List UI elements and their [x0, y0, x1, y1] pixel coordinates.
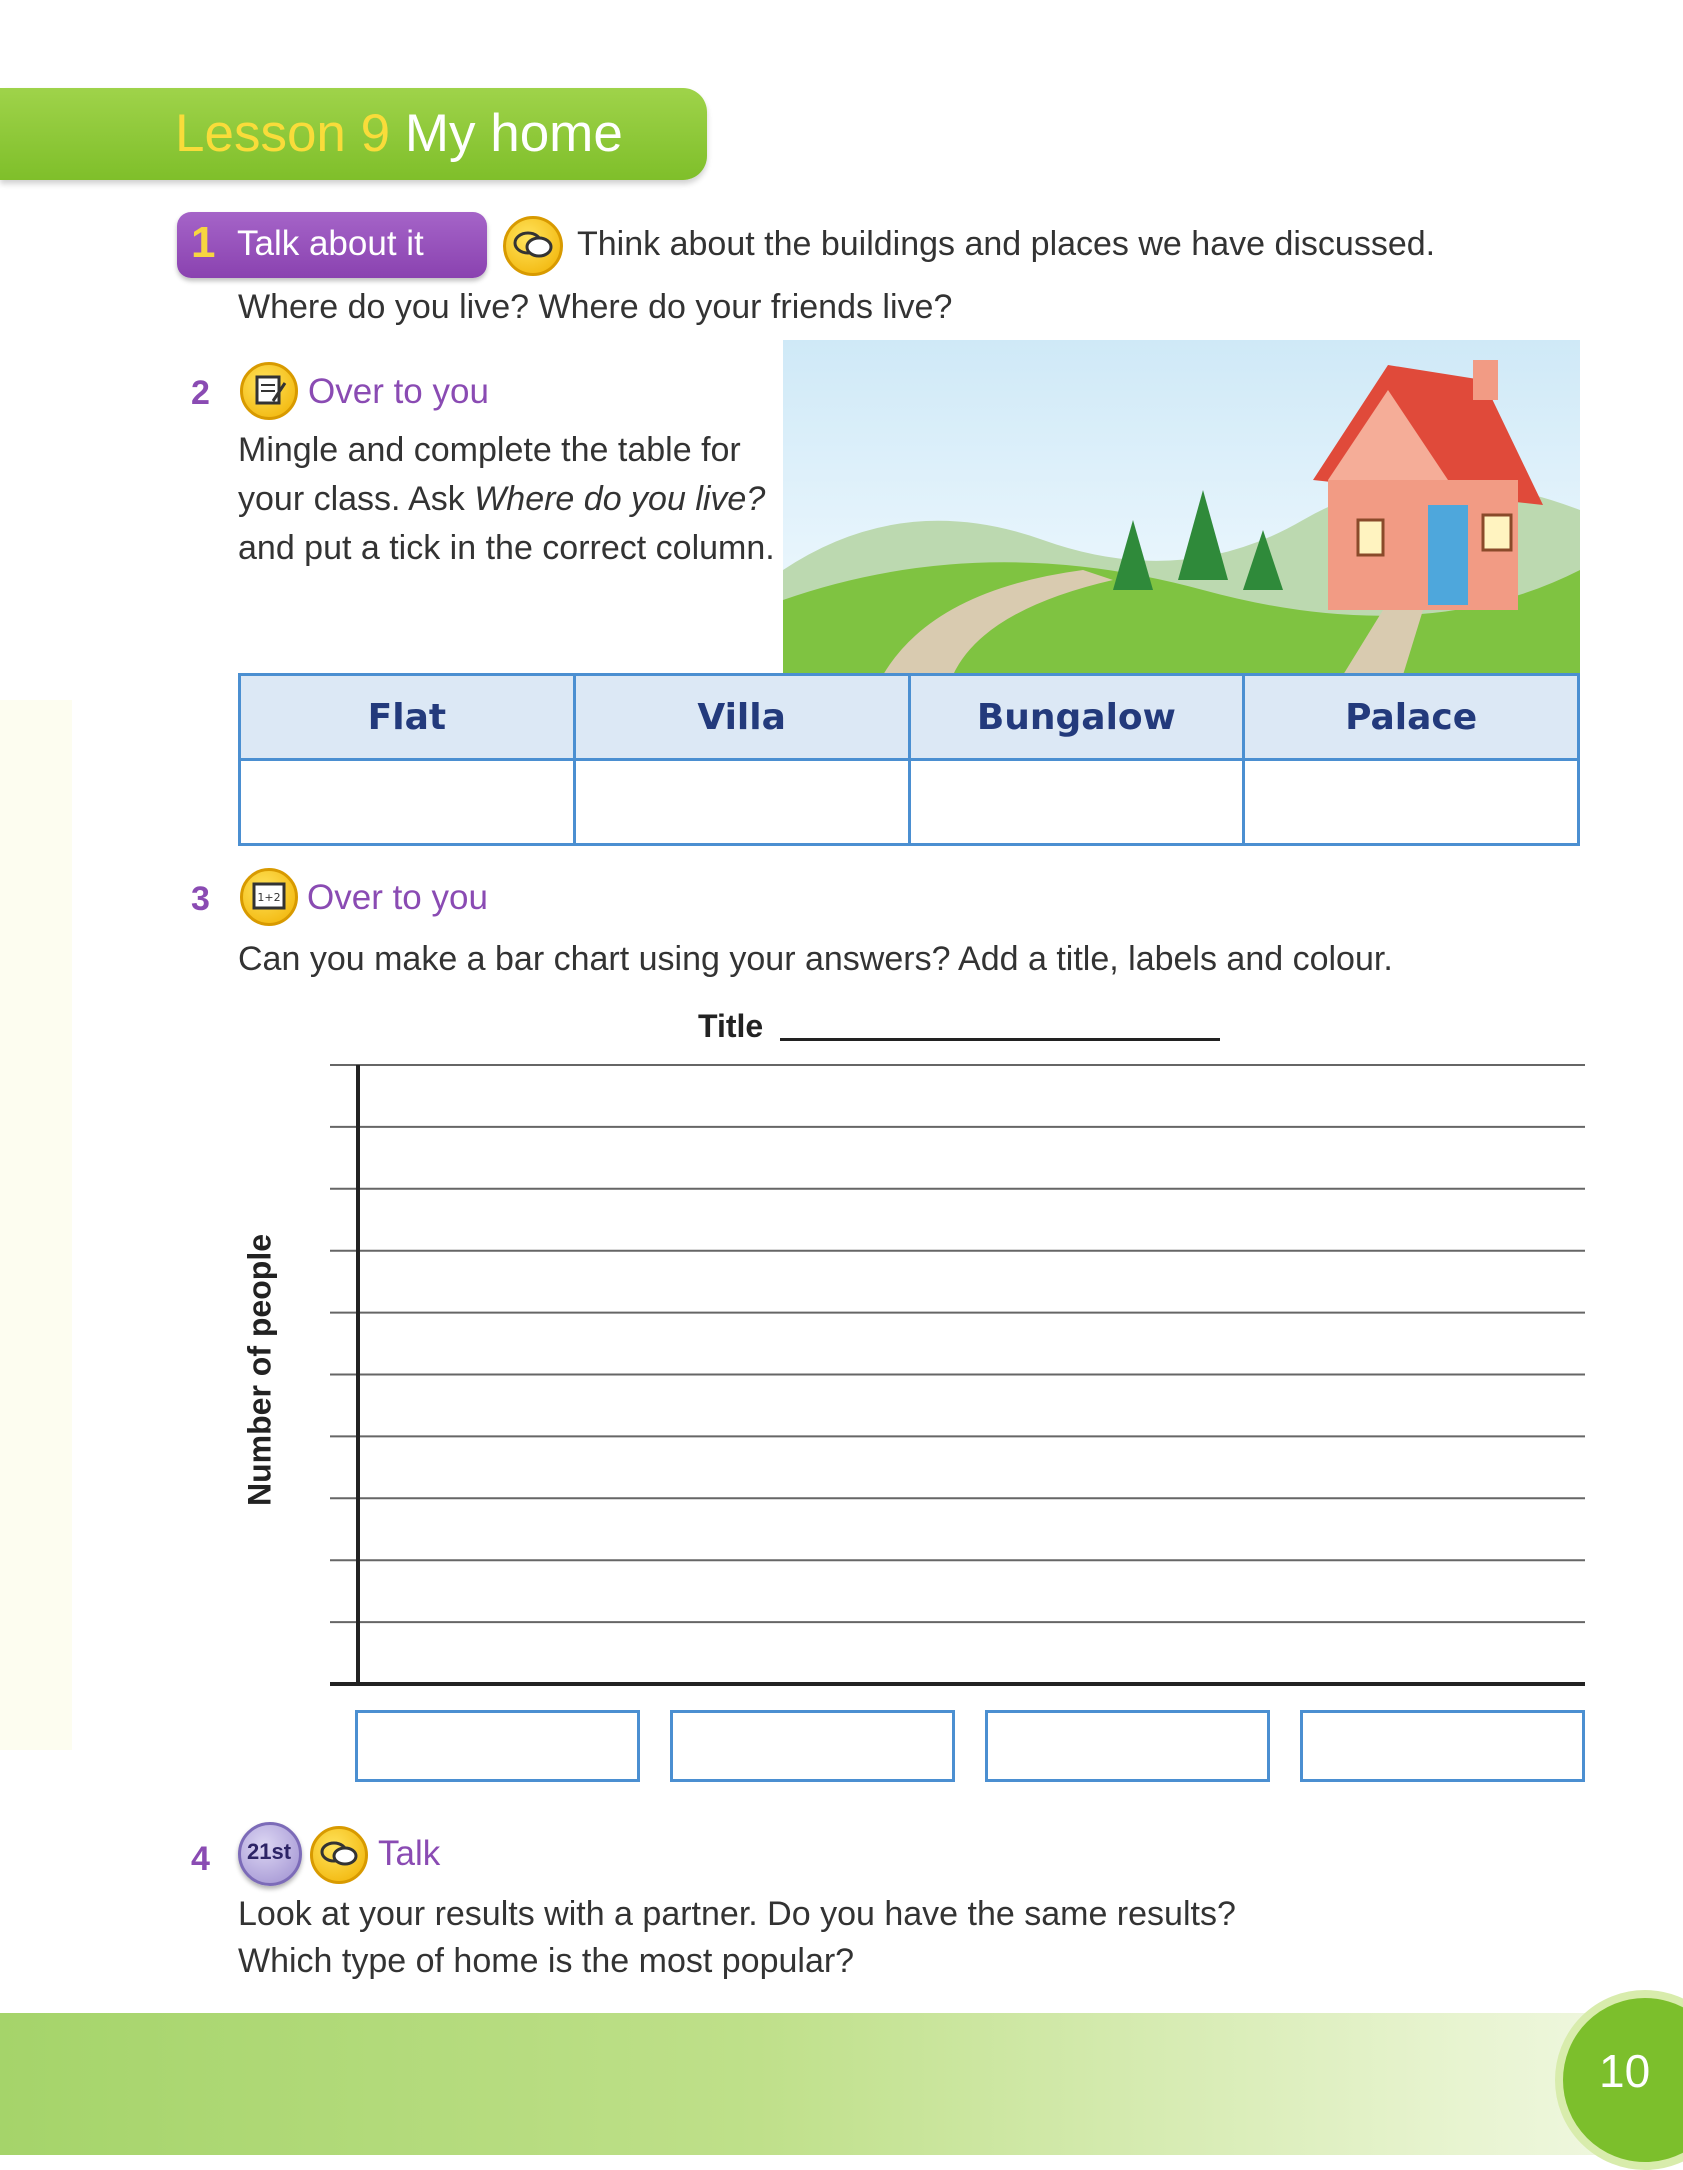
- table-header-bungalow: Bungalow: [909, 675, 1244, 760]
- section-1-line-1: Think about the buildings and places we have discussed.: [577, 225, 1436, 263]
- homes-table: [238, 673, 1580, 846]
- section-4-line-1: Look at your results with a partner. Do you have the same results?: [238, 1895, 1236, 1933]
- y-axis-label: Number of people: [241, 1233, 278, 1507]
- table-header-row: [240, 675, 1579, 760]
- tick-cell-bungalow[interactable]: [909, 760, 1244, 845]
- 21st-century-skills-icon: [238, 1822, 302, 1886]
- tick-cell-palace[interactable]: [1244, 760, 1579, 845]
- section-3-number: 3: [191, 880, 210, 918]
- calculator-icon: [240, 868, 298, 926]
- calculator-icon-text: 1+2: [257, 891, 281, 904]
- speech-bubbles-icon: [310, 1826, 368, 1884]
- table-header-palace: Palace: [1244, 675, 1579, 760]
- x-label-box-2[interactable]: [670, 1710, 955, 1782]
- chart-title-label: Title: [698, 1008, 764, 1044]
- lesson-banner: [0, 88, 707, 180]
- section-3-line-1: Can you make a bar chart using your answers? Add a title, labels and colour.: [238, 940, 1393, 978]
- speech-bubbles-icon: [503, 216, 563, 276]
- house-illustration: [783, 340, 1580, 675]
- notepad-icon: [240, 362, 298, 420]
- section-4-line-2: Which type of home is the most popular?: [238, 1942, 855, 1980]
- section-2-heading: Over to you: [308, 372, 489, 411]
- bar-chart: [330, 1020, 1585, 1820]
- section-2-line-2-text: your class. Ask: [238, 480, 475, 518]
- section-2-question: Where do you live?: [474, 480, 766, 518]
- tick-cell-villa[interactable]: [574, 760, 909, 845]
- section-3-heading: Over to you: [307, 878, 488, 917]
- table-header-flat: Flat: [240, 675, 575, 760]
- table-row: [240, 760, 1579, 845]
- lesson-title: My home: [404, 104, 623, 163]
- x-label-box-1[interactable]: [355, 1710, 640, 1782]
- section-4-heading: Talk: [378, 1834, 441, 1873]
- margin-strip: [0, 700, 72, 1750]
- page-footer: [0, 2013, 1683, 2155]
- tick-cell-flat[interactable]: [240, 760, 575, 845]
- page-number: 10: [1599, 2045, 1651, 2097]
- section-2-line-2: [238, 475, 765, 523]
- section-1-heading: Talk about it: [237, 224, 424, 263]
- talk-about-it-badge: [177, 212, 487, 278]
- section-1-line-2: Where do you live? Where do your friends live?: [238, 288, 953, 326]
- section-4-number: 4: [191, 1840, 210, 1878]
- section-2-line-1: Mingle and complete the table for: [238, 431, 741, 469]
- lesson-number: Lesson 9: [175, 104, 391, 163]
- x-label-box-3[interactable]: [985, 1710, 1270, 1782]
- section-2-number: 2: [191, 374, 210, 412]
- section-1-number: 1: [191, 218, 216, 267]
- table-header-villa: Villa: [574, 675, 909, 760]
- section-2-line-3: and put a tick in the correct column.: [238, 529, 775, 567]
- 21st-badge-text: 21st: [247, 1839, 292, 1864]
- x-label-box-4[interactable]: [1300, 1710, 1585, 1782]
